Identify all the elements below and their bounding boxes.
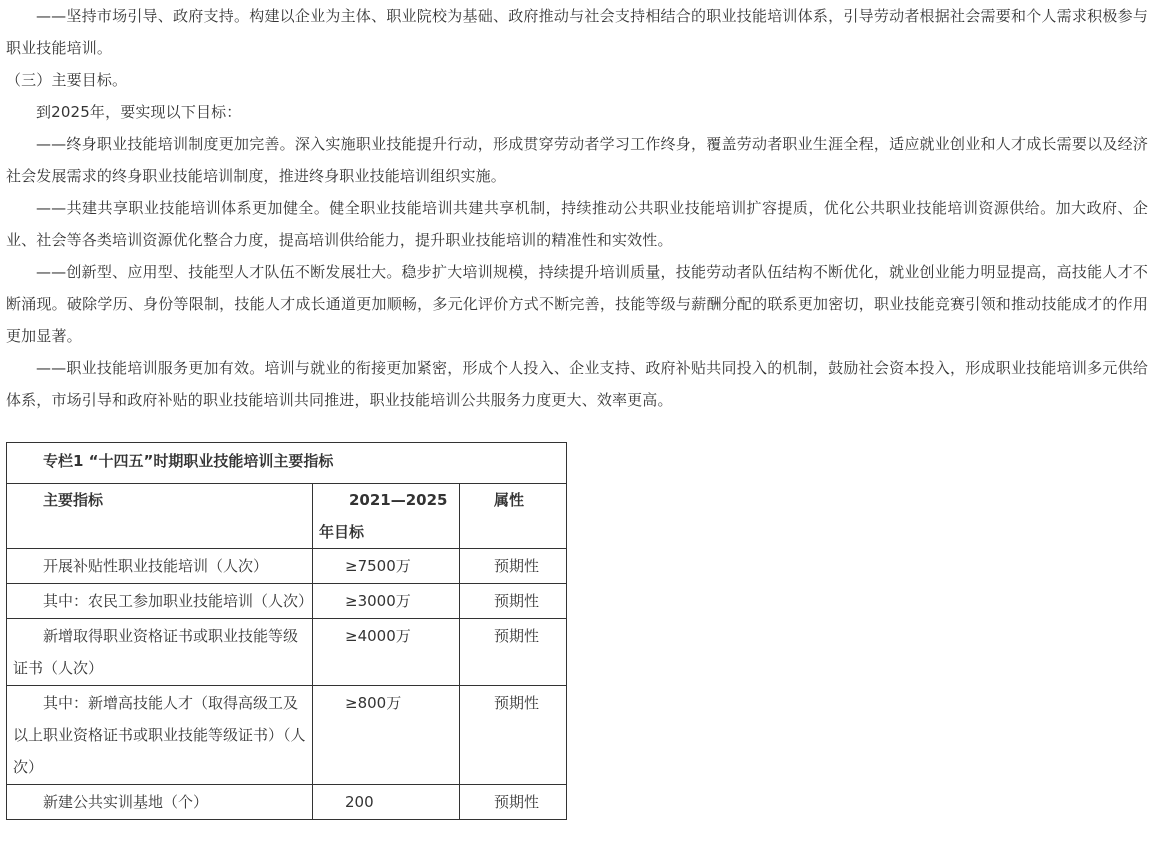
cell-attribute: 预期性 [460, 549, 567, 584]
paragraph-goals-intro: 到2025年，要实现以下目标： [36, 103, 242, 121]
table-row [7, 549, 567, 584]
table-row [7, 785, 567, 820]
cell-indicator: 新建公共实训基地（个） [7, 785, 313, 820]
indicator-table-container [6, 442, 567, 820]
paragraph-goal-lifelong-system: ——终身职业技能培训制度更加完善。深入实施职业技能提升行动，形成贯穿劳动者学习工作终身，覆盖劳动者职业生涯全程，适应就业创业和人才成长需要以及经济社会发展需求的终身职业技能培训制度，推进终身职业技能培训组织实施。 [6, 135, 1148, 185]
cell-indicator: 开展补贴性职业技能培训（人次） [7, 549, 313, 584]
table-header-row [7, 484, 567, 549]
table-row [7, 686, 567, 785]
cell-indicator: 其中：农民工参加职业技能培训（人次） [7, 584, 313, 619]
table-row [7, 584, 567, 619]
header-target: 2021—2025年目标 [313, 484, 460, 549]
header-attribute: 属性 [460, 484, 567, 549]
cell-indicator: 新增取得职业资格证书或职业技能等级证书（人次） [7, 619, 313, 686]
table-caption: 专栏1 “十四五”时期职业技能培训主要指标 [7, 443, 567, 484]
table-row [7, 619, 567, 686]
cell-attribute: 预期性 [460, 619, 567, 686]
cell-attribute: 预期性 [460, 686, 567, 785]
paragraph-goal-talent-team: ——创新型、应用型、技能型人才队伍不断发展壮大。稳步扩大培训规模，持续提升培训质量，技能劳动者队伍结构不断优化，就业创业能力明显提高，高技能人才不断涌现。破除学历、身份等限制，技能人才成长通道更加顺畅，多元化评价方式不断完善，技能等级与薪酬分配的联系更加密切，职业技能竞赛引领和推动技能成才的作用更加显著。 [6, 263, 1148, 345]
cell-attribute: 预期性 [460, 584, 567, 619]
cell-target: ≥800万 [313, 686, 460, 785]
cell-target: 200 [313, 785, 460, 820]
cell-target: ≥7500万 [313, 549, 460, 584]
section-heading-main-goals: （三）主要目标。 [6, 71, 128, 89]
cell-target: ≥4000万 [313, 619, 460, 686]
cell-attribute: 预期性 [460, 785, 567, 820]
cell-target: ≥3000万 [313, 584, 460, 619]
paragraph-goal-shared-system: ——共建共享职业技能培训体系更加健全。健全职业技能培训共建共享机制，持续推动公共职业技能培训扩容提质，优化公共职业技能培训资源供给。加大政府、企业、社会等各类培训资源优化整合力度，提高培训供给能力，提升职业技能培训的精准性和实效性。 [6, 199, 1148, 249]
table-caption-row [7, 443, 567, 484]
article-body [6, 0, 1148, 416]
paragraph-goal-training-service: ——职业技能培训服务更加有效。培训与就业的衔接更加紧密，形成个人投入、企业支持、政府补贴共同投入的机制，鼓励社会资本投入，形成职业技能培训多元供给体系，市场引导和政府补贴的职业技能培训共同推进，职业技能培训公共服务力度更大、效率更高。 [6, 359, 1148, 409]
cell-indicator: 其中：新增高技能人才（取得高级工及以上职业资格证书或职业技能等级证书）（人次） [7, 686, 313, 785]
paragraph-principle-market: ——坚持市场引导、政府支持。构建以企业为主体、职业院校为基础、政府推动与社会支持相结合的职业技能培训体系，引导劳动者根据社会需要和个人需求积极参与职业技能培训。 [6, 7, 1148, 57]
indicator-table [6, 442, 567, 820]
header-indicator: 主要指标 [7, 484, 313, 549]
